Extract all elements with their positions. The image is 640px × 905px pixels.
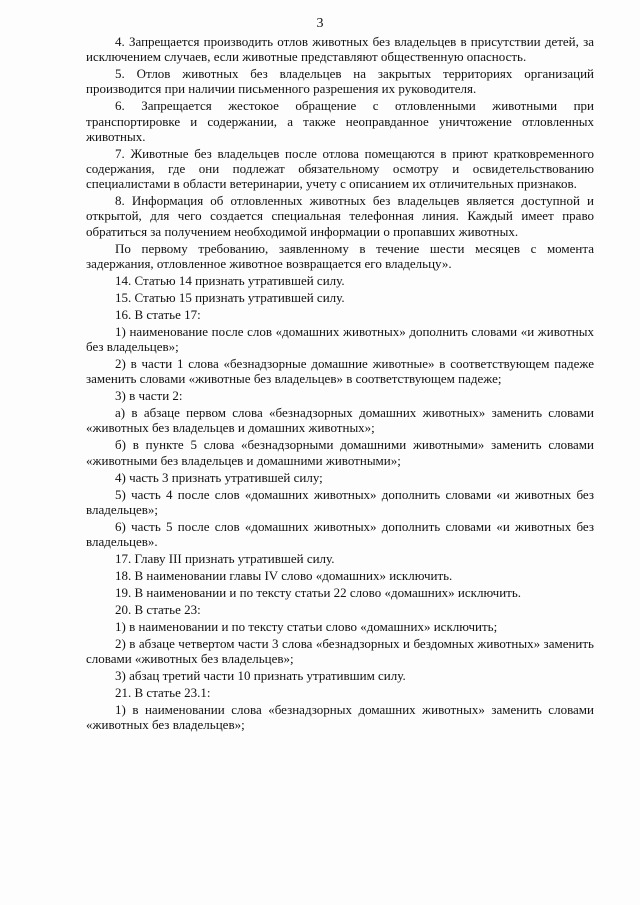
paragraph: 2) в абзаце четвертом части 3 слова «безнадзорных и бездомных животных» заменить словами «животных без владельцев»; (86, 636, 594, 667)
paragraph: 8. Информация об отловленных животных без владельцев является доступной и открытой, для чего создается специальная телефонная линия. Каждый имеет право обратиться за получением необходимой информации о пропавших животных. (86, 193, 594, 239)
paragraph: а) в абзаце первом слова «безнадзорных домашних животных» заменить словами «животных без владельцев и домашних животных»; (86, 405, 594, 436)
paragraph: 16. В статье 17: (115, 306, 201, 322)
paragraph: 14. Статью 14 признать утратившей силу. (115, 272, 345, 288)
paragraph: 1) в наименовании и по тексту статьи слово «домашних» исключить; (115, 619, 498, 635)
paragraph: 6) часть 5 после слов «домашних животных» дополнить словами «и животных без владельцев». (86, 518, 594, 550)
paragraph: 19. В наименовании и по тексту статьи 22 слово «домашних» исключить. (115, 585, 522, 601)
paragraph: 5. Отлов животных без владельцев на закрытых территориях организаций производится при наличии письменного разрешения их руководителя. (86, 66, 594, 97)
paragraph: 17. Главу III признать утратившей силу. (115, 551, 335, 567)
paragraph: 3) в части 2: (115, 388, 183, 404)
paragraph: 5) часть 4 после слов «домашних животных» дополнить словами «и животных без владельцев»; (86, 486, 594, 517)
paragraph: 21. В статье 23.1: (115, 685, 211, 701)
paragraph: 2) в части 1 слова «безнадзорные домашние животные» в соответствующем падеже заменить словами «животные без владельцев» в соответствующем падеже; (86, 356, 594, 387)
paragraph: 7. Животные без владельцев после отлова помещаются в приют кратковременного содержания, где они подлежат обязательному осмотру и освидетельствованию специалистами в области ветеринарии, учету с описанием их отличительных признаков. (86, 145, 594, 192)
page-number: 3 (316, 16, 324, 31)
document-body (86, 34, 594, 734)
paragraph: 4) часть 3 признать утратившей силу; (115, 469, 323, 485)
paragraph: 4. Запрещается производить отлов животных без владельцев в присутствии детей, за исключением случаев, если животные представляют общественную опасность. (86, 34, 594, 65)
paragraph: 1) в наименовании слова «безнадзорных домашних животных» заменить словами «животных без владельцев»; (86, 702, 594, 733)
paragraph: б) в пункте 5 слова «безнадзорными домашними животными» заменить словами «животными без владельцев и домашними животными»; (86, 437, 594, 468)
paragraph: 18. В наименовании главы IV слово «домашних» исключить. (115, 568, 453, 584)
paragraph: По первому требованию, заявленному в течение шести месяцев с момента задержания, отловленное животное возвращается его владельцу». (86, 240, 594, 271)
paragraph: 15. Статью 15 признать утратившей силу. (115, 289, 345, 305)
paragraph: 3) абзац третий части 10 признать утратившим силу. (115, 668, 406, 684)
paragraph: 20. В статье 23: (115, 602, 201, 618)
paragraph: 6. Запрещается жестокое обращение с отловленными животными при транспортировке и содержании, а также неоправданное уничтожение отловленных животных. (86, 98, 594, 144)
paragraph: 1) наименование после слов «домашних животных» дополнить словами «и животных без владельцев»; (86, 323, 594, 355)
